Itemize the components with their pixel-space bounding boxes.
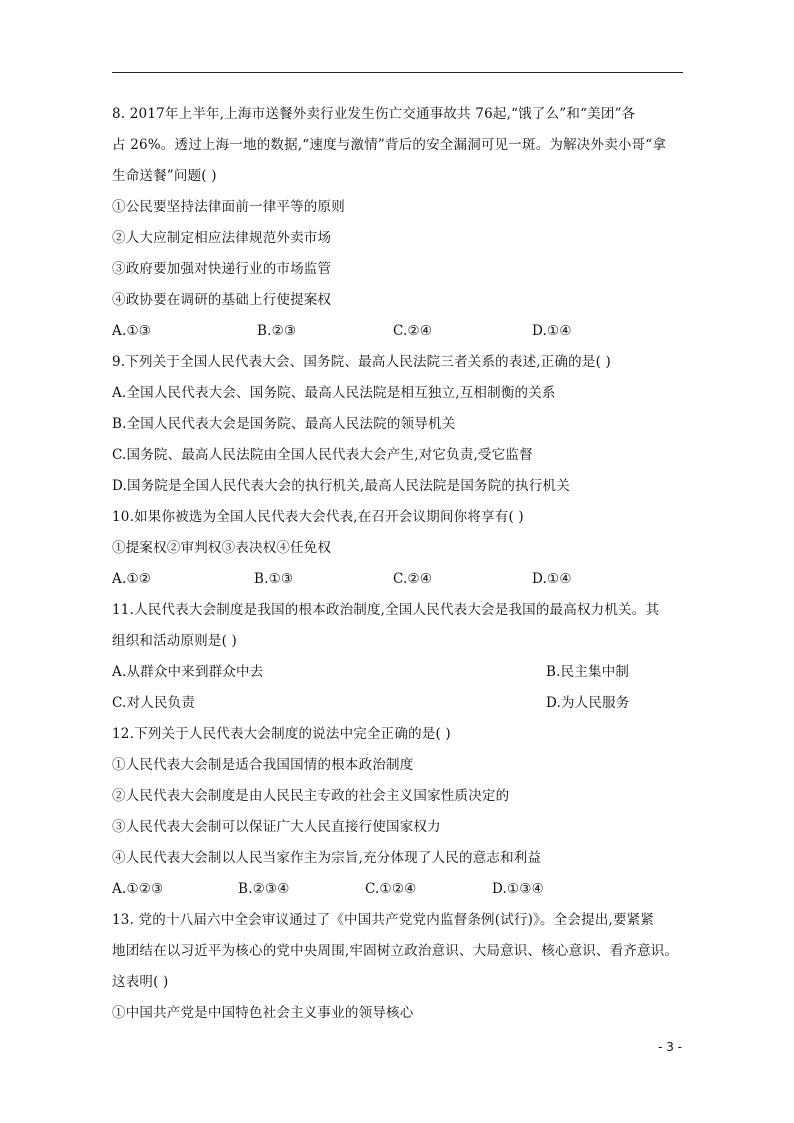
- q11-option-a: A.从群众中来到群众中去: [112, 664, 264, 680]
- q8-item-3: ③政府要加强对快递行业的市场监管: [112, 261, 332, 277]
- q11-option-b: B.民主集中制: [546, 664, 630, 680]
- q10-option-b: B.①③: [254, 571, 294, 587]
- q10-stem: 10.如果你被选为全国人民代表大会代表,在召开会议期间你将享有( ): [112, 509, 524, 525]
- q10-option-c: C.②④: [393, 571, 433, 587]
- q11-stem-line-2: 组织和活动原则是( ): [112, 633, 238, 649]
- q10-options: [112, 564, 687, 595]
- q12-item-1: ①人民代表大会制是适合我国国情的根本政治制度: [112, 757, 414, 773]
- q13-stem-line-3: 这表明( ): [112, 974, 169, 990]
- q9-option-d: D.国务院是全国人民代表大会的执行机关,最高人民法院是国务院的执行机关: [112, 478, 570, 494]
- q12-option-c: C.①②④: [365, 881, 417, 897]
- q8-stem-line-3: 生命送餐”问题( ): [112, 168, 217, 184]
- q12-options: [112, 874, 687, 905]
- q11-options-row-1: [112, 657, 687, 688]
- q9-option-a: A.全国人民代表大会、国务院、最高人民法院是相互独立,互相制衡的关系: [112, 385, 556, 401]
- q8-option-a: A.①③: [112, 323, 152, 339]
- q8-item-4: ④政协要在调研的基础上行使提案权: [112, 292, 332, 308]
- q8-option-b: B.②③: [257, 323, 297, 339]
- q12-option-d: D.①③④: [492, 881, 544, 897]
- header-rule: [112, 72, 683, 73]
- q12-item-2: ②人民代表大会制度是由人民民主专政的社会主义国家性质决定的: [112, 788, 510, 804]
- question-content: [112, 99, 687, 1029]
- q11-stem-line-1: 11.人民代表大会制度是我国的根本政治制度,全国人民代表大会是我国的最高权力机关。其: [112, 602, 660, 618]
- q13-stem-line-1: 13. 党的十八届六中全会审议通过了《中国共产党党内监督条例(试行)》。全会提出,要紧紧: [112, 912, 655, 928]
- q8-option-d: D.①④: [532, 323, 572, 339]
- q9-stem: 9.下列关于全国人民代表大会、国务院、最高人民法院三者关系的表述,正确的是( ): [112, 354, 611, 370]
- q11-option-d: D.为人民服务: [546, 695, 630, 711]
- q8-options: [112, 316, 687, 347]
- q10-option-a: A.①②: [112, 571, 152, 587]
- q11-options-row-2: [112, 688, 687, 719]
- q10-option-d: D.①④: [532, 571, 572, 587]
- q12-option-a: A.①②③: [112, 881, 164, 897]
- q8-option-c: C.②④: [393, 323, 433, 339]
- q9-option-b: B.全国人民代表大会是国务院、最高人民法院的领导机关: [112, 416, 456, 432]
- q11-option-c: C.对人民负责: [112, 695, 196, 711]
- q12-item-4: ④人民代表大会制以人民当家作主为宗旨,充分体现了人民的意志和利益: [112, 850, 542, 866]
- q8-stem-line-2: 占 26%。透过上海一地的数据,“速度与激情”背后的安全漏洞可见一斑。为解决外卖小哥“拿: [112, 137, 667, 153]
- q9-option-c: C.国务院、最高人民法院由全国人民代表大会产生,对它负责,受它监督: [112, 447, 533, 463]
- page-number: - 3 -: [658, 1040, 682, 1054]
- q13-stem-line-2: 地团结在以习近平为核心的党中央周围,牢固树立政治意识、大局意识、核心意识、看齐意识。: [112, 943, 679, 959]
- q8-item-1: ①公民要坚持法律面前一律平等的原则: [112, 199, 345, 215]
- q8-stem-line-1: 8. 2017年上半年,上海市送餐外卖行业发生伤亡交通事故共 76起,“饿了么”和“美团”各: [112, 106, 636, 122]
- q12-option-b: B.②③④: [238, 881, 290, 897]
- q13-item-1: ①中国共产党是中国特色社会主义事业的领导核心: [112, 1005, 414, 1021]
- q12-item-3: ③人民代表大会制可以保证广大人民直接行使国家权力: [112, 819, 441, 835]
- q12-stem: 12.下列关于人民代表大会制度的说法中完全正确的是( ): [112, 726, 451, 742]
- q8-item-2: ②人大应制定相应法律规范外卖市场: [112, 230, 332, 246]
- q10-items: ①提案权②审判权③表决权④任免权: [112, 540, 332, 556]
